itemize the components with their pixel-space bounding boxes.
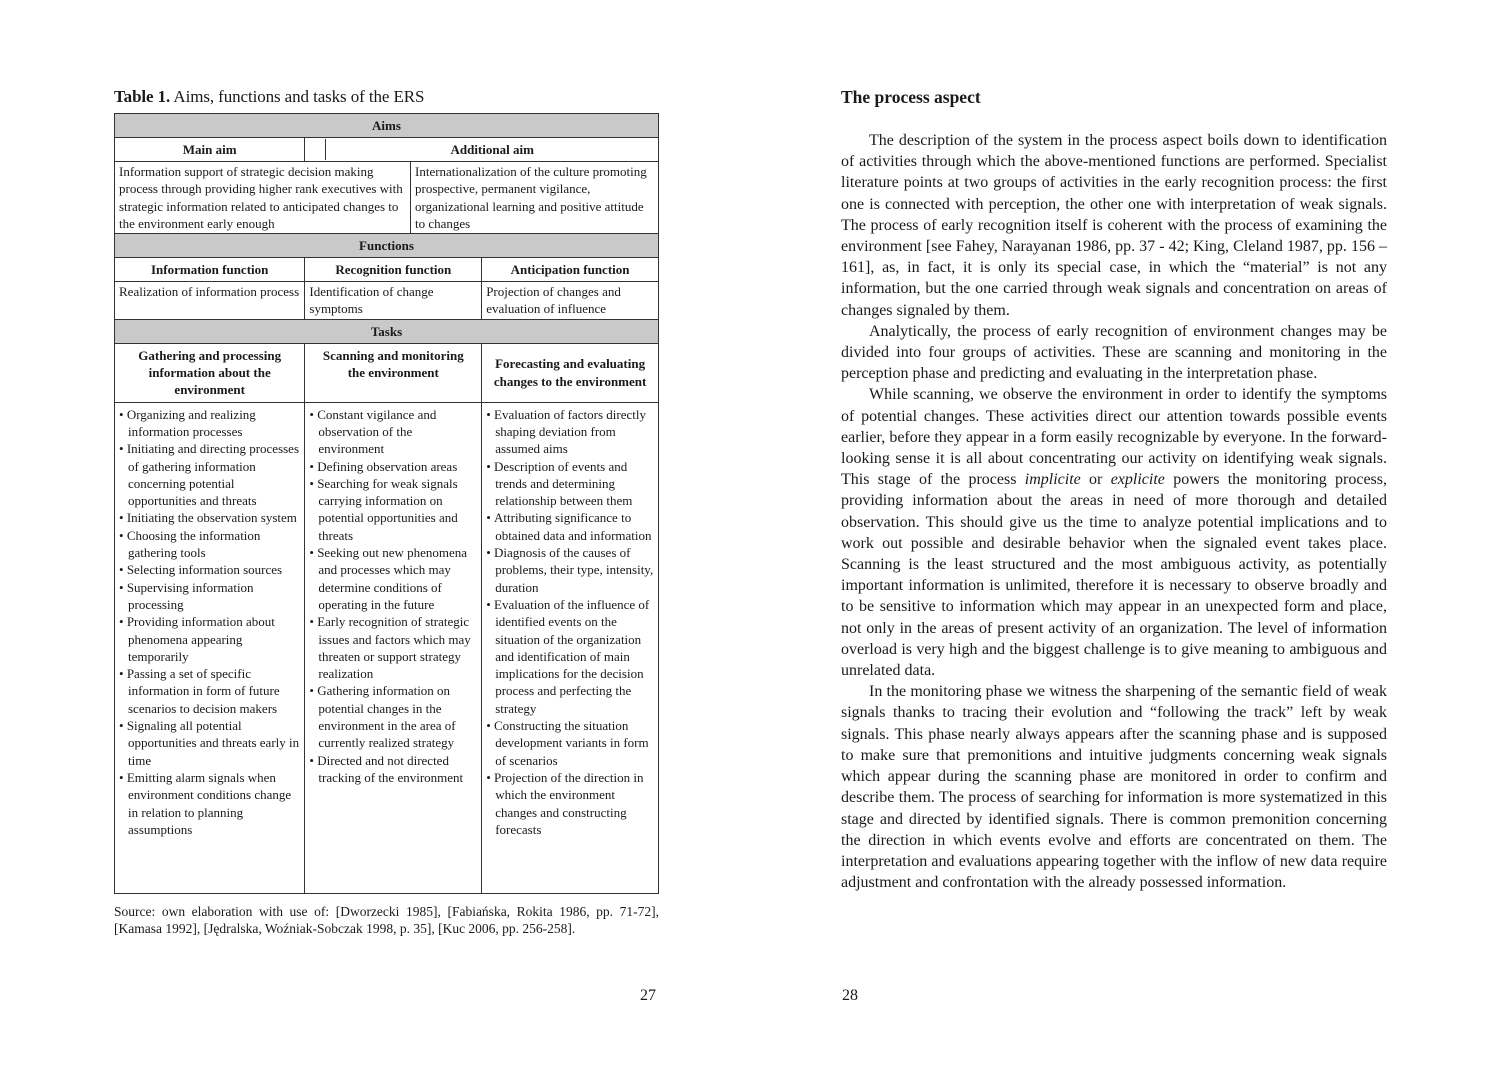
list-item: • Supervising information processing: [119, 579, 300, 614]
table-caption-label: Table 1.: [114, 87, 171, 106]
table-caption: [114, 87, 424, 107]
list-item: • Defining observation areas: [309, 458, 477, 475]
aims-row: [115, 162, 659, 234]
list-item: • Organizing and realizing information processes: [119, 406, 300, 441]
page-number-left: 27: [640, 987, 656, 1004]
list-item: • Initiating the observation system: [119, 509, 300, 526]
scanning-header: Scanning and monitoring the environment: [305, 343, 482, 402]
list-item: • Early recognition of strategic issues and factors which may threaten or support strategy realization: [309, 613, 477, 682]
emphasis-implicite: implicite: [1024, 471, 1081, 489]
functions-band: Functions: [115, 234, 659, 258]
list-item: • Choosing the information gathering tools: [119, 527, 300, 562]
forecasting-header: Forecasting and evaluating changes to the environment: [482, 343, 659, 402]
anticipation-function-text: Projection of changes and evaluation of influence: [482, 282, 659, 320]
list-item: • Constructing the situation development variants in form of scenarios: [486, 717, 654, 769]
right-page: [750, 0, 1500, 1068]
paragraph: In the monitoring phase we witness the sharpening of the semantic field of weak signals thanks to tracing their evolution and “following the track” left by weak signals. This phase nearly always appears after the scanning phase and is supposed to make sure that premonitions and intuitive judgments concerning weak signals which appear during the scanning phase are monitored in order to confirm and describe them. The process of searching for information is more systematized in this stage and directed by identified signals. There is common premonition concerning the direction in which events evolve and efforts are concentrated on them. The interpretation and evaluations appearing together with the inflow of new data require adjustment and confrontation with the already possessed information.: [841, 683, 1387, 892]
list-item: • Emitting alarm signals when environment conditions change in relation to planning assumptions: [119, 769, 300, 838]
paragraph: While scanning, we observe the environment in order to identify the symptoms of potential changes. These activities direct our attention towards possible events earlier, before they appear in a form easily recognizable by everyone. In the forward-looking sense it is all about concentrating our activity on identifying weak signals. This stage of the process implicite or explicite powers the monitoring process, providing information about the areas in need of more thorough and detailed observation. This should give us the time to analyze potential implications and to work out possible and desirable behavior when the signaled event takes place. Scanning is the least structured and the most ambiguous activity, as potentially important information is unlimited, therefore it is necessary to observe broadly and to be sensitive to information which may appear in an unexpected form and place, not only in the areas of present activity of an organization. The level of information overload is very high and the biggest challenge is to give meaning to ambiguous and unrelated data.: [841, 386, 1387, 680]
list-item: • Evaluation of the influence of identified events on the situation of the organization and identification of main implications for the decision process and perfecting the strategy: [486, 596, 654, 717]
list-item: • Signaling all potential opportunities and threats early in time: [119, 717, 300, 769]
list-item: • Diagnosis of the causes of problems, their type, intensity, duration: [486, 544, 654, 596]
list-item: • Initiating and directing processes of gathering information concerning potential opportunities and threats: [119, 440, 300, 509]
additional-aim-text: Internationalization of the culture promoting prospective, permanent vigilance, organizational learning and positive attitude to changes: [415, 164, 647, 231]
gathering-header: Gathering and processing information about the environment: [115, 343, 305, 402]
body-text: [841, 130, 1387, 893]
scanning-tasks: [305, 402, 482, 893]
additional-aim-header-label: Additional aim: [325, 139, 658, 160]
list-item: • Description of events and trends and determining relationship between them: [486, 458, 654, 510]
list-item: • Constant vigilance and observation of the environment: [309, 406, 477, 458]
section-title: The process aspect: [841, 87, 981, 107]
tasks-band: Tasks: [115, 319, 659, 343]
information-function-text: Realization of information process: [115, 282, 305, 320]
recognition-function-header: Recognition function: [305, 258, 482, 282]
information-function-header: Information function: [115, 258, 305, 282]
table-caption-text: Aims, functions and tasks of the ERS: [170, 87, 425, 106]
main-aim-text: Information support of strategic decision making process through providing higher rank executives with strategic information related to anticipated changes to the environment early enough: [115, 162, 411, 233]
main-aim-header: Main aim: [115, 138, 305, 162]
list-item: • Searching for weak signals carrying information on potential opportunities and threats: [309, 475, 477, 544]
list-item: • Gathering information on potential changes in the environment in the area of currently realized strategy: [309, 682, 477, 751]
table-source-note: Source: own elaboration with use of: [Dworzecki 1985], [Fabiańska, Rokita 1986, pp. 71-72], [Kamasa 1992], [Jędralska, Woźniak-Sobczak 1998, p. 35], [Kuc 2006, pp. 256-258].: [114, 904, 659, 936]
additional-aim-header: [305, 138, 659, 162]
paragraph: The description of the system in the process aspect boils down to identification of activities through which the above-mentioned functions are performed. Specialist literature points at two groups of activities in the early recognition process: the first one is connected with perception, the other one with interpretation of weak signals. The process of early recognition itself is coherent with the process of examining the environment [see Fahey, Narayanan 1986, pp. 37 - 42; King, Cleland 1987, pp. 156 – 161], as, in fact, it is only its special case, in which the “material” is not any information, but the one carried through weak signals and concentration on areas of changes signaled by them.: [841, 132, 1387, 319]
page-number-right: 28: [842, 987, 858, 1004]
aims-band: Aims: [115, 114, 659, 138]
paragraph: Analytically, the process of early recognition of environment changes may be divided into four groups of activities. These are scanning and monitoring in the perception phase and predicting and evaluating in the interpretation phase.: [841, 322, 1387, 383]
list-item: • Projection of the direction in which the environment changes and constructing forecasts: [486, 769, 654, 838]
list-item: • Seeking out new phenomena and processes which may determine conditions of operating in the future: [309, 544, 477, 613]
list-item: • Evaluation of factors directly shaping deviation from assumed aims: [486, 406, 654, 458]
ers-table: [114, 113, 659, 894]
forecasting-tasks: [482, 402, 659, 893]
recognition-function-text: Identification of change symptoms: [305, 282, 482, 320]
list-item: • Selecting information sources: [119, 561, 300, 578]
gathering-tasks: [115, 402, 305, 893]
anticipation-function-header: Anticipation function: [482, 258, 659, 282]
list-item: • Directed and not directed tracking of the environment: [309, 752, 477, 787]
emphasis-explicite: explicite: [1110, 471, 1165, 489]
list-item: • Passing a set of specific information in form of future scenarios to decision makers: [119, 665, 300, 717]
list-item: • Attributing significance to obtained data and information: [486, 509, 654, 544]
list-item: • Providing information about phenomena appearing temporarily: [119, 613, 300, 665]
